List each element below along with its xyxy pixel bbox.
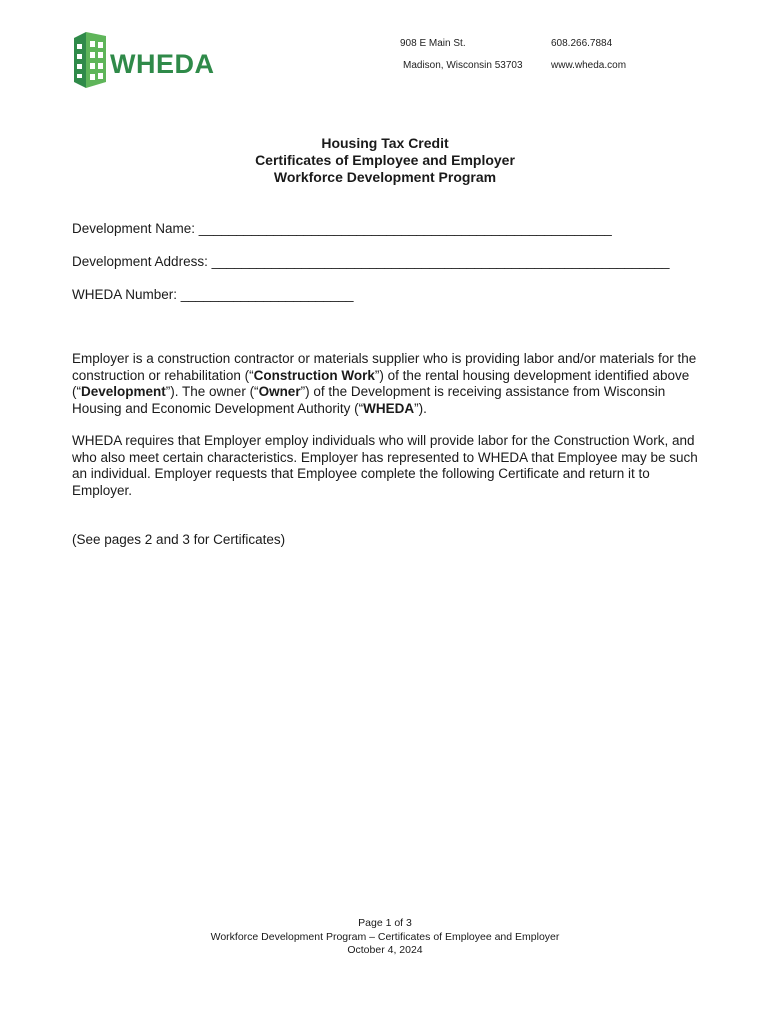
address-city: Madison, Wisconsin 53703 (403, 60, 523, 71)
title-line-3: Workforce Development Program (273, 169, 497, 185)
paragraph-requirements: WHEDA requires that Employer employ individuals who will provide labor for the Construction Work, and who also meet certain characteristics. Employer has represented to WHEDA that Employee may be such an individual. Employer requests that Employee complete the following Certificate and return it to Employer. (72, 433, 698, 498)
wheda-number-field[interactable]: WHEDA Number: _______________________ (72, 287, 354, 302)
title-line-2: Certificates of Employee and Employer (255, 152, 515, 168)
logo-wordmark: WHEDA (110, 49, 215, 79)
development-address-field[interactable]: Development Address: _____________________________________________________________ (72, 254, 670, 269)
document-title (0, 135, 770, 186)
page-footer (0, 917, 770, 958)
footer-date: October 4, 2024 (347, 944, 423, 956)
paragraph-intro: Employer is a construction contractor or materials supplier who is providing labor and/or materials for the construction or rehabilitation (“Construction Work”) of the rental housing development identified above (“Development”). The owner (“Owner”) of the Development is receiving assistance from Wisconsin Housing and Economic Development Authority (“WHEDA”). (72, 351, 697, 416)
wheda-logo (72, 32, 222, 88)
footer-page-number: Page 1 of 3 (358, 917, 412, 929)
website-link[interactable]: www.wheda.com (551, 60, 627, 71)
footer-program: Workforce Development Program – Certificates of Employee and Employer (210, 930, 560, 943)
address-street: 908 E Main St. (400, 38, 466, 49)
development-name-field[interactable]: Development Name: _______________________________________________________ (72, 221, 612, 236)
building-logo-icon (72, 32, 110, 88)
phone-number: 608.266.7884 (551, 38, 613, 49)
paragraph-see-pages: (See pages 2 and 3 for Certificates) (72, 532, 286, 547)
title-line-1: Housing Tax Credit (321, 135, 449, 151)
